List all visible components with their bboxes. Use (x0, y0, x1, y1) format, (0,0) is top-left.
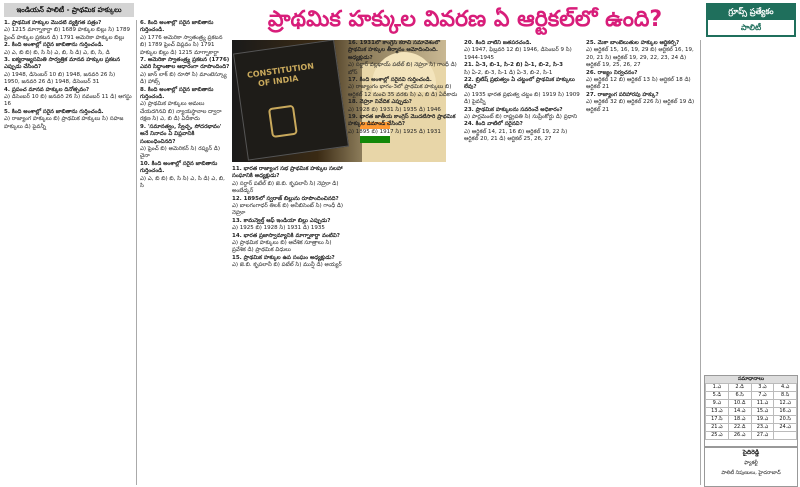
answers-row (706, 392, 797, 400)
answer-cell: 4.ఎ (774, 384, 797, 392)
question-text: 17. కింది అంశాల్లో సరైనవి గుర్తించండి. (348, 77, 432, 84)
question-text: 16. 1931లో కాంగ్రెస్ కరాచీ సమావేశంలో ప్రాథమిక హక్కుల తీర్మానం ఆమోదించింది. అధ్యక్షుడు? (348, 40, 441, 61)
question-column-4 (348, 40, 460, 485)
question-text: 19. భారత జాతీయ కాంగ్రెస్ మొదటిసారి ప్రాథమిక హక్కుల డిమాండ్ చేసింది? (348, 114, 456, 128)
answer-cell: 11.ఎ (751, 400, 774, 408)
author-caption: ఫ్యాకల్టీ (744, 460, 758, 466)
answer-cell: 15.ఎ (751, 408, 774, 416)
answer-cell: 13.ఎ (706, 408, 729, 416)
question-text: 3. ఐక్యరాజ్యసమితి సార్వత్రిక మానవ హక్కుల ప్రకటన ఎప్పుడు చేసింది? (4, 57, 120, 71)
question-column-5 (464, 40, 582, 485)
question-column-6 (586, 40, 698, 485)
section-header: ఇండియన్ పాలిటీ - ప్రాథమిక హక్కులు (4, 3, 134, 17)
question-text: 8. కింది అంశాల్లో సరైన జాబితాను గుర్తించండి. (140, 86, 214, 101)
question-text: 15. ప్రాథమిక హక్కుల ఉప సంఘం అధ్యక్షుడు? (232, 254, 335, 261)
answer-options: ఎ) 1947, ఫిబ్రవరి 12 బి) 1946, డిసెంబర్ 9 సి) 1944-1945 (464, 47, 572, 61)
answer-options: ఎ) సర్దార్ పటేల్ బి) జె.బి. కృపలానీ సి) నెహ్రూ డి) అంబేడ్కర్ (232, 180, 339, 195)
tag-line-2: పాలిటీ (708, 20, 794, 35)
question-text: 14. భారత ప్రజాస్వామ్యానికి మాగ్నాకార్టా వంటివి? (232, 232, 340, 239)
answer-cell: 1.ఎ (706, 384, 729, 392)
question-text: 13. కామన్వెల్త్ ఆఫ్ ఇండియా బిల్లు ఎప్పుడు? (232, 217, 331, 224)
answer-cell: 6.సి (728, 392, 751, 400)
answer-cell: 10.డి (728, 400, 751, 408)
answer-cell: 23.ఎ (751, 424, 774, 432)
column-divider (136, 20, 137, 485)
passport-label: CONSTITUTION OF INDIA (246, 61, 315, 89)
answer-options: ఎ) 1948, డిసెంబర్ 10 బి) 1948, జనవరి 26 సి) 1950, జనవరి 26 డి) 1948, డిసెంబర్ 31 (4, 71, 116, 86)
answer-cell: 21.ఎ (706, 424, 729, 432)
answer-cell: 22.డి (728, 424, 751, 432)
answer-options: ఎ) ప్రాథమిక హక్కులు అమలు చేయదగినవి బి) న్యాయస్థానాల ద్వారా రక్షణ సి) ఎ, బి డి) ఏదీకాదు (140, 101, 222, 123)
question-text: 20. కింది వాటిని జతపరచండి. (464, 40, 532, 46)
answer-options: ఎ) 1935 భారత ప్రభుత్వ చట్టం బి) 1919 సి) 1909 డి) పైవన్నీ (464, 91, 580, 106)
answer-cell: 9.ఎ (706, 400, 729, 408)
answer-options: ఎ) ఎ, బి బి) బి, సి సి) ఎ, సి డి) ఎ, బి, సి (140, 175, 225, 189)
answer-cell (774, 432, 797, 440)
answer-cell: 26.ఎ (728, 432, 751, 440)
question-text: 24. కింది వాటిలో సరైనవి? (464, 121, 523, 128)
answer-cell: 2.డి (728, 384, 751, 392)
question-text: 9. 'సమానత్వం, స్వేచ్ఛ, సోదరభావం' అనే నినాదం ఏ విప్లవానికి సంబంధించినది? (140, 123, 222, 145)
question-column-2 (140, 20, 230, 485)
answer-options: ఎ) 1925 బి) 1928 సి) 1931 డి) 1935 (232, 225, 325, 232)
answer-options: ఎ) సర్దార్ వల్లభాయ్ పటేల్ బి) నెహ్రూ సి) గాంధీ డి) బోస్ (348, 62, 457, 76)
question-text: 10. కింది అంశాల్లో సరైన జాబితాను గుర్తించండి. (140, 160, 218, 175)
answer-options: ఎ) డిసెంబర్ 10 బి) జనవరి 26 సి) నవంబర్ 11 డి) ఆగస్టు 16 (4, 94, 132, 108)
answer-options: ఎ) బాలగంగాధర్ తిలక్ బి) అనీబిసెంట్ సి) గాంధీ డి) నెహ్రూ (232, 203, 344, 217)
question-column-3 (232, 166, 344, 485)
question-text: 25. మేకా బాంబేలుతుల హక్కుల ఆర్టికల్స్? (586, 40, 680, 46)
answer-options: ఎ) ఆర్టికల్ 15, 16, 19, 29 బి) ఆర్టికల్ 16, 19, 20, 21 సి) ఆర్టికల్ 19, 29, 22, 23, 24 డి) ఆర్టికల్ 19, 25, 26, 27 (586, 47, 694, 69)
answers-row (706, 408, 797, 416)
author-org: పాలిటీ నిపుణులు, హైదరాబాద్ (721, 470, 781, 476)
answer-options: ఎ) 1776 అమెరికా స్వాతంత్ర్య ప్రకటన బి) 1789 ఫ్రెంచ్ విప్లవం సి) 1791 హక్కుల బిల్లు డి) 1215 మాగ్నాకార్టా (140, 34, 223, 56)
answer-options: ఎ) ప్రాథమిక హక్కులు బి) ఆదేశిక సూత్రాలు సి) ప్రవేశిక డి) ప్రాథమిక విధులు (232, 240, 332, 254)
question-text: 1. ప్రాథమిక హక్కుల మొదటి వ్యక్తిగత పత్రం? (4, 20, 102, 26)
answer-cell: 3.ఎ (751, 384, 774, 392)
answer-cell: 17.సి (706, 416, 729, 424)
answer-cell: 25.ఎ (706, 432, 729, 440)
question-text: 4. ప్రపంచ మానవ హక్కుల దినోత్సవం? (4, 86, 90, 93)
author-name: సైదిరెడ్డి (742, 449, 760, 456)
answer-cell: 20.సి (774, 416, 797, 424)
answer-options: ఎ) 1215 మాగ్నాకార్టా బి) 1689 హక్కుల బిల్లు సి) 1789 ఫ్రెంచ్ హక్కుల ప్రకటన డి) 1791 అమెరికా హక్కుల బిల్లు (4, 27, 130, 41)
answer-options: సి) ఏ-2, బి-3, సి-1 డి) ఏ-3, బి-2, సి-1 (464, 69, 553, 76)
answer-options: ఎ) ఆర్టికల్ 14, 21, 16 బి) ఆర్టికల్ 19, 22 సి) ఆర్టికల్ 20, 21 డి) ఆర్టికల్ 25, 26, 27 (464, 128, 568, 143)
answers-row (706, 416, 797, 424)
question-text: 12. 1895లో స్వరాజ్ బిల్లును రూపొందించినది? (232, 195, 339, 202)
answer-cell: 18.ఎ (728, 416, 751, 424)
answer-options: ఎ) 1928 బి) 1931 సి) 1935 డి) 1946 (348, 106, 441, 113)
question-text: 7. అమెరికా స్వాతంత్ర్య ప్రకటన (1776) ఎవరి సిద్ధాంతాల ఆధారంగా రూపొందింది? (140, 57, 230, 71)
answer-options: ఎ) జె.బి. కృపలానీ బి) పటేల్ సి) మున్షీ డి) అయ్యర్ (232, 262, 342, 269)
question-text: 23. ప్రాథమిక హక్కులను సవరించే అధికారం? (464, 106, 563, 113)
answer-options: ఎ) జాన్ లాక్ బి) రూసో సి) మాంటెస్క్యూ డి) హాబ్స్ (140, 71, 227, 86)
question-text: 18. నెహ్రూ నివేదిక ఎప్పుడు? (348, 99, 412, 106)
question-text: 6. కింది అంశాల్లో సరైన జాబితాను గుర్తించండి. (140, 20, 214, 34)
answer-cell: 24.ఎ (774, 424, 797, 432)
answer-cell: 7.ఎ (751, 392, 774, 400)
page-title: ప్రాథమిక హక్కుల వివరణ ఏ ఆర్టికల్‌లో ఉంది? (267, 7, 663, 32)
question-text: 21. ఏ-3, బి-1, సి-2 బి) ఏ-1, బి-2, సి-3 (464, 62, 563, 69)
constitution-book-image (233, 40, 349, 161)
emblem-icon (268, 105, 298, 138)
author-box (704, 447, 798, 487)
answer-options: ఎ) పార్లమెంట్ బి) రాష్ట్రపతి సి) సుప్రీంకోర్టు డి) ప్రధాని (464, 114, 578, 121)
question-text: 5. కింది అంశాల్లో సరైన జాబితాను గుర్తించండి. (4, 108, 104, 115)
answer-options: ఎ) ఆర్టికల్ 12 బి) ఆర్టికల్ 13 సి) ఆర్టికల్ 18 డి) ఆర్టికల్ 21 (586, 77, 691, 91)
question-text: 27. రాజ్యాంగ పరిహారపు హక్కు? (586, 91, 659, 98)
answers-table (705, 383, 797, 440)
question-text: 26. రాజ్యం నిర్వచనం? (586, 69, 638, 76)
answers-row (706, 432, 797, 440)
answer-cell: 8.సి (774, 392, 797, 400)
question-text: 22. బ్రిటిష్ ప్రభుత్వం ఏ చట్టంలో ప్రాథమిక హక్కులు లేవు? (464, 77, 575, 91)
answer-options: ఎ) ఆర్టికల్ 32 బి) ఆర్టికల్ 226 సి) ఆర్టికల్ 19 డి) ఆర్టికల్ 21 (586, 99, 695, 113)
answer-cell: 5.డి (706, 392, 729, 400)
answer-options: ఎ) ఎ, బి బి) బి, సి సి) ఎ, బి, సి డి) ఎ, బి, సి, డి (4, 49, 110, 56)
column-divider (700, 40, 701, 485)
answer-cell: 12.ఎ (774, 400, 797, 408)
category-tag (706, 3, 796, 37)
question-text: 11. భారత రాజ్యాంగ సభ ప్రాథమిక హక్కుల సలహా సంఘానికి అధ్యక్షుడు? (232, 166, 343, 180)
answers-row (706, 424, 797, 432)
answer-options: ఎ) ఫ్రెంచ్ బి) అమెరికన్ సి) రష్యన్ డి) చైనా (140, 145, 220, 160)
question-column-1 (4, 20, 132, 485)
answer-options: ఎ) రాజ్యాంగం భాగం-3లో ప్రాథమిక హక్కులు బి) ఆర్టికల్ 12 నుంచి 35 వరకు సి) ఎ, బి డి) ఏదీకాదు (348, 84, 458, 98)
answer-cell: 27.ఎ (751, 432, 774, 440)
answer-cell: 19.ఎ (751, 416, 774, 424)
answers-row (706, 400, 797, 408)
answers-title: సమాధానాలు (705, 376, 797, 383)
answer-cell: 14.ఎ (728, 408, 751, 416)
tag-line-1: గ్రూప్స్ ప్రత్యేకం (728, 7, 774, 16)
question-text: 2. కింది అంశాల్లో సరైన జాబితాను గుర్తించండి. (4, 42, 104, 49)
answer-options: ఎ) 1895 బి) 1917 సి) 1925 డి) 1931 (348, 128, 441, 135)
answer-options: ఎ) రాజ్యాంగ హక్కులు బి) ప్రాథమిక హక్కులు సి) సహజ హక్కులు డి) పైవన్నీ (4, 116, 124, 130)
answers-row (706, 384, 797, 392)
answers-box (704, 375, 798, 447)
answer-cell: 16.ఎ (774, 408, 797, 416)
